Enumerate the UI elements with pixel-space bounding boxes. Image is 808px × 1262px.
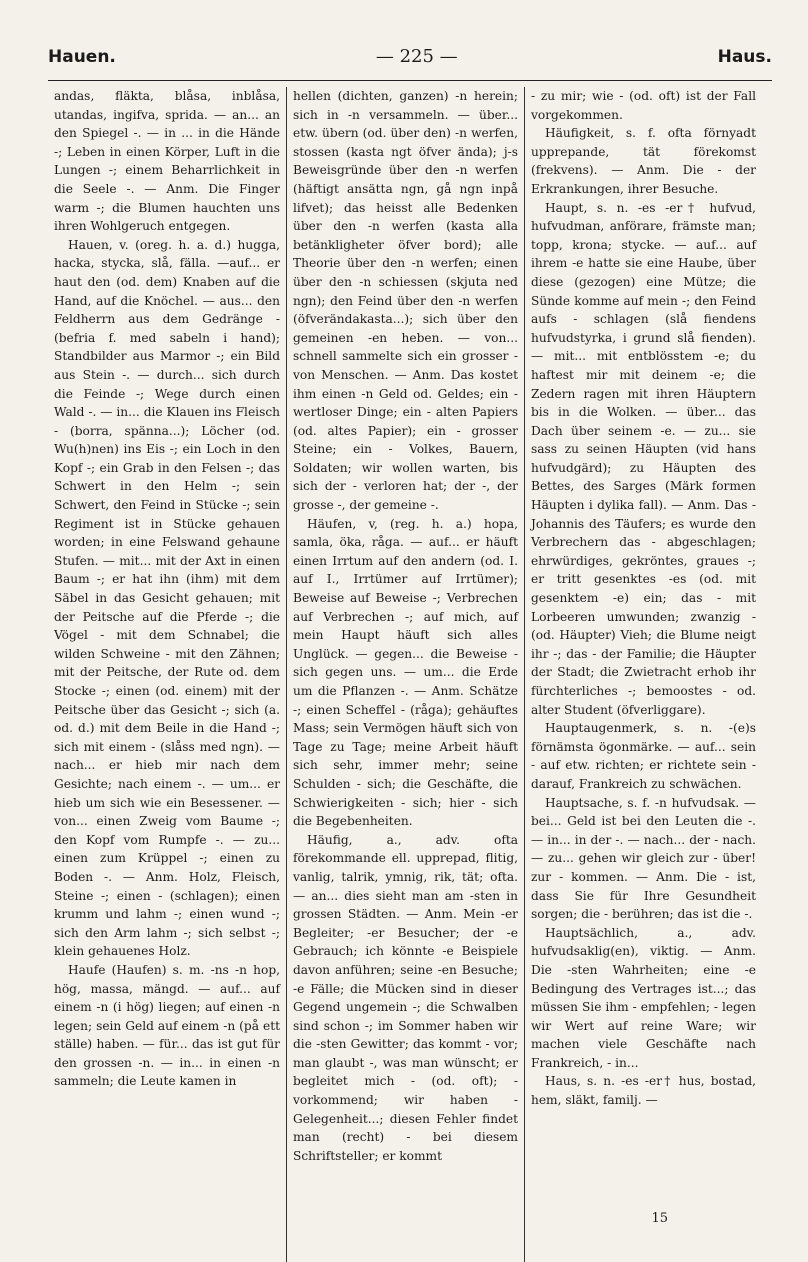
column-2-block: hellen (dichten, ganzen) -n herein; sich in -n versammeln. — über... etw. übern (od. über den) -n werfen, stossen (kasta ngt öfver ända); j-s Beweisgründe über den -n werfen (häftigt ansätta ngn, gå ngn inpå lifvet); das heisst alle Bedenken über den -n werfen (kasta alla betänkligheter öfver bord); alle Theorie über den -n werfen; einen über den -n schiessen (skjuta ned ngn); den Feind über den -n werfen (öfverändakasta...); sich über den gemeinen -en heben. — von... schnell sammelte sich ein grosser - von Menschen. — Anm. Das kostet ihm einen -n Geld od. Geldes; ein - wertloser Dinge; ein - alten Papiers (od. altes Papier); ein - grosser Steine; ein - Volkes, Bauern, Soldaten; wir wollen warten, bis sich der - verloren hat; der -, der grosse -, der gemeine -.	[293, 89, 518, 513]
column-2	[286, 87, 524, 1262]
column-3-block: - zu mir; wie - (od. oft) ist der Fall vorgekommen.	[531, 89, 756, 122]
column-1	[48, 87, 286, 1262]
column-1-entry: Hauen, v. (oreg. h. a. d.) hugga, hacka, stycka, slå, fälla. —auf... er haut den (od. dem) Knaben auf die Hand, auf die Knöchel. — aus... den Feldherrn aus dem Gedränge - (befria f. med sabeln i hand); Standbilder aus Marmor -; ein Bild aus Stein -. — durch... sich durch die Feinde -; Wege durch einen Wald -. — in... die Klauen ins Fleisch - (borra, spänna...); Löcher (od. Wu(h)nen) ins Eis -; ein Loch in den Kopf -; ein Grab in den Felsen -; das Schwert in den Helm -; sein Schwert, den Feind in Stücke -; sein Regiment ist in Stücke gehauen worden; in eine Felswand gehaune Stufen. — mit... mit der Axt in einen Baum -; er hat ihn (ihm) mit dem Säbel in das Gesicht gehauen; mit der Peitsche auf die Pferde -; die Vögel - mit dem Schnabel; die wilden Schweine - mit den Zähnen; mit der Peitsche, der Rute od. dem Stocke -; einen (od. einem) mit der Peitsche über das Gesicht -; sich (a. od. d.) mit dem Beile in die Hand -; sich mit einem - (slåss med ngn). — nach... er hieb mir nach dem Gesichte; nach einem -. — um... er hieb um sich wie ein Besessener. — von... einen Zweig vom Baume -; den Kopf vom Rumpfe -. — zu... einen zum Krüppel -; einen zu Boden -. — Anm. Holz, Fleisch, Steine -; einen - (schlagen); einen krumm und lahm -; einen wund -; sich den Arm lahm -; sich selbst -; klein gehauenes Holz.	[54, 237, 280, 959]
column-1-entry: Haufe (Haufen) s. m. -ns -n hop, hög, massa, mängd. — auf... auf einem -n (i hög) liegen; auf einen -n legen; sein Geld auf einem -n (på ett ställe) haben. — für... das ist gut für den grossen -n. — in... in einen -n sammeln; die Leute kamen in	[54, 962, 280, 1089]
column-1-block: andas, fläkta, blåsa, inblåsa, utandas, ingifva, sprida. — an... an den Spiegel -. — in ... in die Hände -; Leben in einen Körper, Luft in die Lungen -; einem Beharrlichkeit in die Seele -. — Anm. Die Finger warm -; die Blumen hauchten uns ihren Wohlgeruch entgegen.	[54, 89, 280, 234]
column-3-entry: Häufigkeit, s. f. ofta förnyadt upprepande, tät förekomst (frekvens). — Anm. Die - der Erkrankungen, ihrer Besuche.	[531, 126, 756, 196]
text-columns	[48, 87, 772, 1262]
column-3-entry: Haupt, s. n. -es -er† hufvud, hufvudman, anförare, främste man; topp, krona; stycke. — auf... auf ihrem -e hatte sie eine Haube, über diese (gezogen) eine Mütze; die Sünde komme auf mein -; den Feind aufs - schlagen (slå fiendens hufvudstyrka, i grund slå fienden). — mit... mit entblösstem -e; du haftest mir mit deinem -e; die Zedern ragen mit ihren Häuptern bis in die Wolken. — über... das Dach über seinem -e. — zu... sie sass zu seinen Häupten (vid hans hufvudgärd); zu Häupten des Bettes, des Sarges (Märk formen Häupten i dylika fall). — Anm. Das - Johannis des Täufers; es wurde den Verbrechern das - abgeschlagen; ehrwürdiges, gekröntes, graues -; er tritt gesenktes -es (od. mit gesenktem -e) ein; das - mit Lorbeeren umwunden; zwanzig - (od. Häupter) Vieh; die Blume neigt ihr -; das - der Familie; die Häupter der Stadt; die Zwietracht erhob ihr fürchterliches -; bemoostes - od. alter Student (öfverliggare).	[531, 200, 756, 717]
column-3-entry: Hauptsächlich, a., adv. hufvudsaklig(en), viktig. — Anm. Die -sten Wahrheiten; eine -e Bedingung des Vertrages ist...; das müssen Sie ihm - empfehlen; - legen wir Wert auf reine Ware; wir machen viele Geschäfte nach Frankreich, - in...	[531, 925, 756, 1070]
page-number: — 225 —	[375, 46, 458, 67]
column-2-entry: Häufen, v, (reg. h. a.) hopa, samla, öka, råga. — auf... er häuft einen Irrtum auf den andern (od. I. auf I., Irrtümer auf Irrtümer); Beweise auf Beweise -; Verbrechen auf Verbrechen -; auf mich, auf mein Haupt häuft sich alles Unglück. — gegen... die Beweise - sich gegen uns. — um... die Erde um die Pflanzen -. — Anm. Schätze -; einen Scheffel - (råga); gehäuftes Mass; sein Vermögen häuft sich von Tage zu Tage; meine Arbeit häuft sich sehr, immer mehr; seine Schulden - sich; die Geschäfte, die Schwierigkeiten - sich; hier - sich die Begebenheiten.	[293, 516, 518, 829]
page-header	[48, 46, 772, 76]
column-2-entry: Häufig, a., adv. ofta förekommande ell. upprepad, flitig, vanlig, talrik, ymnig, rik, tät; ofta. — an... dies sieht man am -sten in grossen Städten. — Anm. Mein -er Begleiter; -er Besucher; der -e Gebrauch; ich könnte -e Beispiele davon anführen; seine -en Besuche; -e Fälle; die Mücken sind in dieser Gegend ungemein -; die Schwalben sind schon -; im Sommer haben wir die -sten Gewitter; das kommt - vor; man glaubt -, was man wünscht; er begleitet mich - (od. oft); - vorkommend; wir haben - Gelegenheit...; diesen Fehler findet man (recht) - bei diesem Schriftsteller; er kommt	[293, 832, 518, 1163]
column-3	[524, 87, 762, 1262]
column-3-entry: Haus, s. n. -es -er† hus, bostad, hem, släkt, familj. —	[531, 1074, 756, 1108]
signature-mark: 15	[651, 1211, 668, 1226]
header-rule	[48, 80, 772, 81]
column-3-entry: Hauptaugenmerk, s. n. -(e)s förnämsta ögonmärke. — auf... sein - auf etw. richten; er richtete sein - darauf, Frankreich zu schwächen.	[531, 721, 756, 791]
column-3-entry: Hauptsache, s. f. -n hufvudsak. — bei... Geld ist bei den Leuten die -. — in... in der -. — nach... der - nach. — zu... gehen wir gleich zur - über! zur - kommen. — Anm. Die - ist, dass Sie für Ihre Gesundheit sorgen; die - berühren; das ist die -.	[531, 795, 756, 922]
header-left-keyword: Hauen.	[48, 47, 116, 67]
header-right-keyword: Haus.	[717, 47, 772, 67]
